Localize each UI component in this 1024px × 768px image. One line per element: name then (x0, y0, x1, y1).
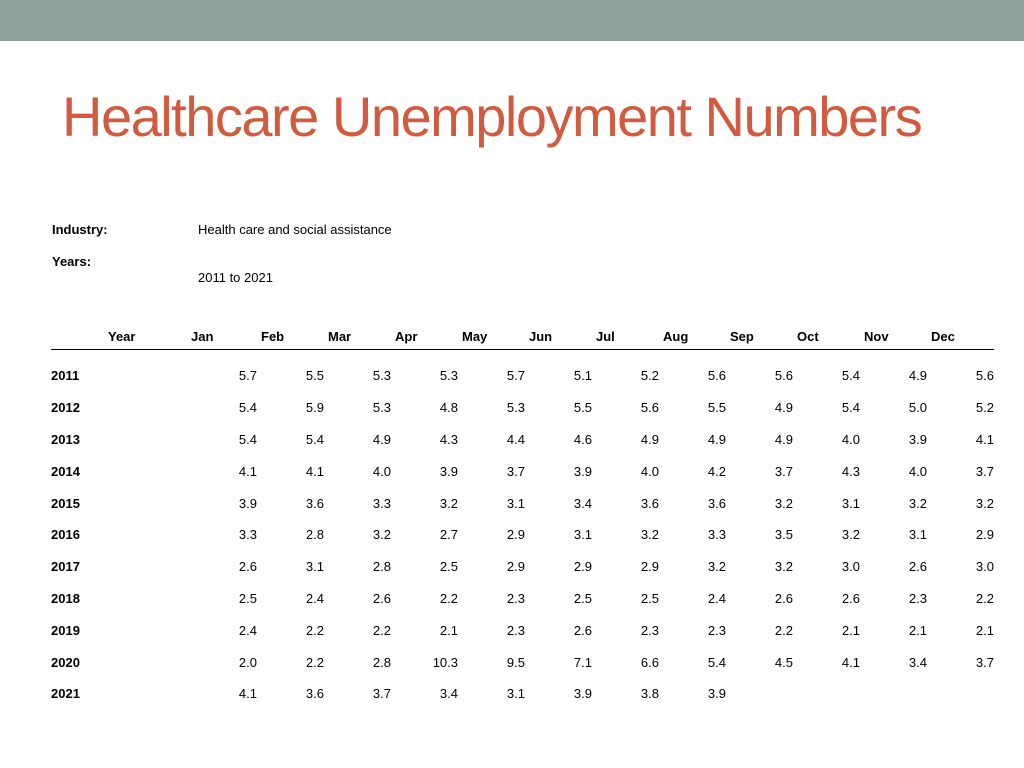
value-cell: 3.6 (707, 495, 726, 511)
value-cell: 3.8 (640, 686, 659, 702)
value-cell: 4.3 (841, 463, 860, 479)
value-cell: 3.6 (305, 686, 324, 702)
value-cell: 5.5 (707, 400, 726, 416)
year-cell: 2020 (51, 654, 80, 670)
value-cell: 4.9 (774, 400, 793, 416)
value-cell: 2.4 (707, 590, 726, 606)
value-cell: 2.1 (841, 622, 860, 638)
table-row (51, 424, 994, 456)
value-cell: 3.2 (640, 527, 659, 543)
value-cell: 4.1 (975, 431, 994, 447)
value-cell: 5.3 (372, 400, 391, 416)
value-cell: 4.8 (439, 400, 458, 416)
value-cell: 2.3 (640, 622, 659, 638)
column-header-feb: Feb (257, 329, 324, 350)
value-cell: 3.2 (774, 559, 793, 575)
column-header-nov: Nov (860, 329, 927, 350)
value-cell: 3.9 (238, 495, 257, 511)
table-row (51, 551, 994, 583)
value-cell: 3.7 (975, 654, 994, 670)
value-cell: 4.9 (640, 431, 659, 447)
value-cell: 2.2 (774, 622, 793, 638)
value-cell: 7.1 (573, 654, 592, 670)
value-cell: 5.4 (305, 431, 324, 447)
value-cell: 2.6 (774, 590, 793, 606)
value-cell: 4.9 (774, 431, 793, 447)
value-cell: 2.2 (975, 590, 994, 606)
value-cell: 2.3 (506, 590, 525, 606)
slide-top-bar (0, 0, 1024, 41)
value-cell (793, 678, 860, 710)
value-cell: 4.0 (908, 463, 927, 479)
value-cell: 5.2 (975, 400, 994, 416)
value-cell: 3.9 (439, 463, 458, 479)
year-cell: 2017 (51, 559, 80, 575)
value-cell: 3.0 (975, 559, 994, 575)
value-cell: 5.6 (707, 368, 726, 384)
value-cell: 3.4 (908, 654, 927, 670)
table-row (51, 646, 994, 678)
column-header-jun: Jun (525, 329, 592, 350)
table-row (51, 614, 994, 646)
value-cell: 2.5 (573, 590, 592, 606)
value-cell: 4.9 (707, 431, 726, 447)
value-cell: 5.4 (238, 431, 257, 447)
value-cell: 2.2 (305, 654, 324, 670)
value-cell: 3.1 (305, 559, 324, 575)
value-cell: 5.9 (305, 400, 324, 416)
value-cell: 3.2 (774, 495, 793, 511)
column-header-apr: Apr (391, 329, 458, 350)
value-cell: 3.9 (908, 431, 927, 447)
value-cell: 3.9 (707, 686, 726, 702)
table-row (51, 678, 994, 710)
value-cell: 5.7 (238, 368, 257, 384)
value-cell: 3.1 (908, 527, 927, 543)
value-cell: 3.6 (640, 495, 659, 511)
year-cell: 2018 (51, 590, 80, 606)
slide-title: Healthcare Unemployment Numbers (62, 85, 922, 148)
column-header-mar: Mar (324, 329, 391, 350)
column-header-dec: Dec (927, 329, 994, 350)
value-cell: 2.6 (238, 559, 257, 575)
value-cell: 3.1 (506, 686, 525, 702)
table-row (51, 487, 994, 519)
value-cell: 5.6 (975, 368, 994, 384)
value-cell: 3.2 (372, 527, 391, 543)
value-cell: 5.0 (908, 400, 927, 416)
value-cell: 2.2 (439, 590, 458, 606)
value-cell: 3.4 (573, 495, 592, 511)
value-cell: 5.6 (774, 368, 793, 384)
value-cell: 3.5 (774, 527, 793, 543)
value-cell: 2.7 (439, 527, 458, 543)
table-row (51, 455, 994, 487)
value-cell: 2.9 (573, 559, 592, 575)
value-cell: 6.6 (640, 654, 659, 670)
year-cell: 2013 (51, 431, 80, 447)
value-cell: 5.3 (506, 400, 525, 416)
column-header-sep: Sep (726, 329, 793, 350)
value-cell: 3.0 (841, 559, 860, 575)
value-cell: 3.3 (707, 527, 726, 543)
value-cell: 2.6 (908, 559, 927, 575)
value-cell: 5.4 (841, 368, 860, 384)
unemployment-table-container (51, 329, 994, 710)
value-cell: 3.1 (573, 527, 592, 543)
value-cell: 2.6 (841, 590, 860, 606)
value-cell: 3.2 (908, 495, 927, 511)
unemployment-table (51, 329, 994, 710)
value-cell: 3.1 (841, 495, 860, 511)
year-cell: 2019 (51, 622, 80, 638)
value-cell: 2.9 (506, 559, 525, 575)
industry-label: Industry: (52, 222, 108, 237)
table-header (51, 329, 994, 350)
value-cell: 2.6 (372, 590, 391, 606)
industry-value: Health care and social assistance (198, 222, 392, 237)
value-cell: 2.3 (707, 622, 726, 638)
value-cell: 4.4 (506, 431, 525, 447)
value-cell: 2.9 (640, 559, 659, 575)
value-cell: 5.4 (238, 400, 257, 416)
value-cell (726, 678, 793, 710)
value-cell: 5.1 (573, 368, 592, 384)
value-cell: 3.2 (439, 495, 458, 511)
value-cell: 5.2 (640, 368, 659, 384)
value-cell: 4.9 (372, 431, 391, 447)
value-cell: 3.2 (707, 559, 726, 575)
value-cell: 2.3 (506, 622, 525, 638)
value-cell: 2.8 (305, 527, 324, 543)
value-cell: 3.4 (439, 686, 458, 702)
column-header-year: Year (51, 329, 187, 350)
year-cell: 2021 (51, 686, 80, 702)
years-value: 2011 to 2021 (198, 270, 273, 285)
value-cell: 4.9 (908, 368, 927, 384)
value-cell: 3.9 (573, 686, 592, 702)
value-cell: 3.7 (506, 463, 525, 479)
year-cell: 2014 (51, 463, 80, 479)
value-cell: 2.9 (975, 527, 994, 543)
table-header-row (51, 329, 994, 350)
value-cell: 2.5 (238, 590, 257, 606)
value-cell: 5.4 (707, 654, 726, 670)
value-cell: 3.1 (506, 495, 525, 511)
value-cell: 4.0 (372, 463, 391, 479)
value-cell: 3.7 (372, 686, 391, 702)
value-cell: 2.8 (372, 559, 391, 575)
value-cell: 2.1 (439, 622, 458, 638)
table-row (51, 350, 994, 392)
value-cell: 5.7 (506, 368, 525, 384)
value-cell: 10.3 (432, 654, 458, 670)
column-header-oct: Oct (793, 329, 860, 350)
value-cell: 9.5 (506, 654, 525, 670)
year-cell: 2016 (51, 527, 80, 543)
value-cell: 5.4 (841, 400, 860, 416)
value-cell: 2.5 (640, 590, 659, 606)
value-cell: 4.0 (841, 431, 860, 447)
value-cell: 2.4 (238, 622, 257, 638)
value-cell: 4.2 (707, 463, 726, 479)
value-cell: 2.4 (305, 590, 324, 606)
value-cell: 3.2 (841, 527, 860, 543)
column-header-jul: Jul (592, 329, 659, 350)
value-cell: 5.5 (305, 368, 324, 384)
value-cell: 2.3 (908, 590, 927, 606)
column-header-may: May (458, 329, 525, 350)
value-cell: 2.2 (305, 622, 324, 638)
value-cell: 4.6 (573, 431, 592, 447)
value-cell: 2.1 (908, 622, 927, 638)
value-cell: 2.5 (439, 559, 458, 575)
table-body (51, 350, 994, 710)
table-row (51, 392, 994, 424)
value-cell: 5.3 (372, 368, 391, 384)
value-cell: 4.3 (439, 431, 458, 447)
value-cell: 2.9 (506, 527, 525, 543)
value-cell: 3.3 (238, 527, 257, 543)
column-header-jan: Jan (187, 329, 257, 350)
value-cell (860, 678, 927, 710)
years-label: Years: (52, 254, 92, 269)
year-cell: 2015 (51, 495, 80, 511)
value-cell: 5.6 (640, 400, 659, 416)
value-cell: 4.1 (238, 463, 257, 479)
year-cell: 2012 (51, 400, 80, 416)
value-cell: 3.3 (372, 495, 391, 511)
value-cell: 5.3 (439, 368, 458, 384)
value-cell: 4.5 (774, 654, 793, 670)
value-cell: 2.0 (238, 654, 257, 670)
table-row (51, 583, 994, 615)
year-cell: 2011 (51, 368, 80, 384)
value-cell: 3.9 (573, 463, 592, 479)
value-cell: 2.2 (372, 622, 391, 638)
value-cell: 2.1 (975, 622, 994, 638)
value-cell: 3.7 (774, 463, 793, 479)
value-cell: 3.7 (975, 463, 994, 479)
value-cell: 2.8 (372, 654, 391, 670)
value-cell: 3.6 (305, 495, 324, 511)
value-cell: 2.6 (573, 622, 592, 638)
value-cell: 4.1 (305, 463, 324, 479)
table-row (51, 519, 994, 551)
value-cell: 3.2 (975, 495, 994, 511)
value-cell: 4.0 (640, 463, 659, 479)
value-cell: 4.1 (841, 654, 860, 670)
value-cell (927, 678, 994, 710)
value-cell: 5.5 (573, 400, 592, 416)
column-header-aug: Aug (659, 329, 726, 350)
value-cell: 4.1 (238, 686, 257, 702)
